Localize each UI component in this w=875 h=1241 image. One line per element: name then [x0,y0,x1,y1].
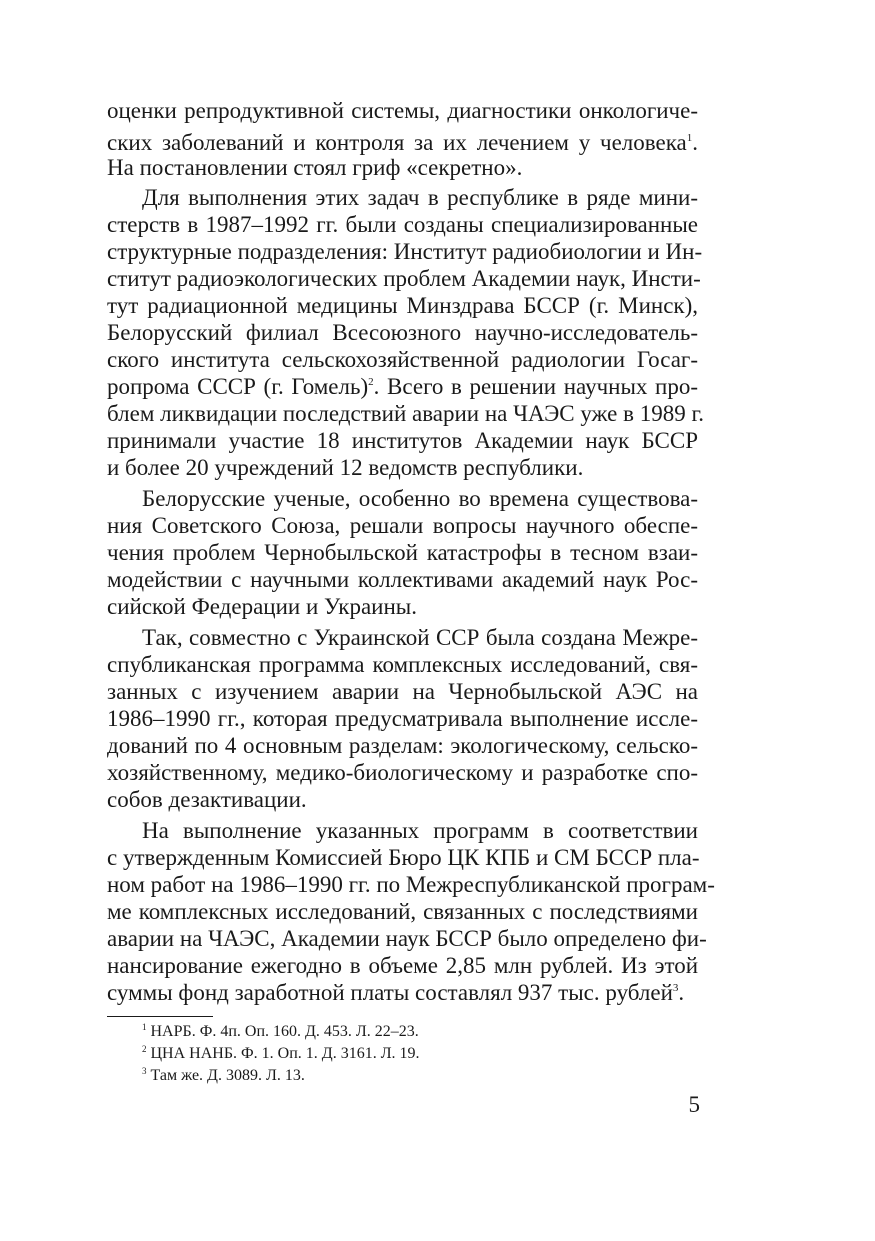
text-line: ния Советского Союза, решали вопросы научного обеспе- [107,513,698,538]
footnote-ref: 2 [368,376,374,388]
text-line-part: ских заболеваний и контроля за их лечением у человека [107,130,687,155]
text-line-part: . [678,980,685,1005]
text-line: ского института сельскохозяйственной радиологии Госаг- [107,347,698,372]
text-line: На выполнение указанных программ в соответствии [142,818,698,843]
text-line: Так, совместно с Украинской ССР была создана Межре- [142,625,698,650]
text-line [107,130,698,156]
footnote-text: Там же. Д. 3089. Л. 13. [150,1067,305,1084]
footnote-number: 1 [142,1022,147,1032]
text-line: аварии на ЧАЭС, Академии наук БССР было определено фи- [107,926,707,951]
footnote [142,1066,305,1086]
text-line-part: суммы фонд заработной платы составлял 937 тыс. рублей [107,980,673,1005]
text-line: нансирование ежегодно в объеме 2,85 млн рублей. Из этой [107,953,698,978]
text-line: дований по 4 основным разделам: экологическому, сельско- [107,733,698,758]
footnote-text: НАРБ. Ф. 4п. Оп. 160. Д. 453. Л. 22–23. [150,1023,419,1040]
text-line: ме комплексных исследований, связанных с последствиями [107,899,698,924]
text-line: оценки репродуктивной системы, диагностики онкологиче- [107,98,698,123]
text-line: Для выполнения этих задач в республике в ряде мини- [142,185,698,210]
text-line: хозяйственному, медико-биологическому и разработке спо- [107,760,698,785]
text-line: собов дезактивации. [107,787,307,812]
text-line: сийской Федерации и Украины. [107,594,417,619]
text-line: модействии с научными коллективами академий наук Рос- [107,567,698,592]
text-line: блем ликвидации последствий аварии на ЧАЭС уже в 1989 г. [107,401,705,426]
text-line: и более 20 учреждений 12 ведомств республики. [107,455,584,480]
footnote-number: 2 [142,1044,147,1054]
text-line: Белорусский филиал Всесоюзного научно-исследователь- [107,320,698,345]
footnote-text: ЦНА НАНБ. Ф. 1. Оп. 1. Д. 3161. Л. 19. [150,1045,420,1062]
footnote-divider [107,1016,213,1017]
text-line [107,374,698,400]
text-line-part: . Всего в решении научных про- [373,374,698,399]
text-line: чения проблем Чернобыльской катастрофы в тесном взаи- [107,540,698,565]
page-number: 5 [688,1092,700,1117]
footnote [142,1044,420,1064]
footnote-number: 3 [142,1066,147,1076]
footnote-ref: 1 [686,132,693,144]
text-line: ном работ на 1986–1990 гг. по Межреспубликанской програм- [107,872,715,897]
footnote [142,1022,419,1042]
text-line: занных с изучением аварии на Чернобыльской АЭС на [107,679,698,704]
text-line: принимали участие 18 институтов Академии наук БССР [107,428,698,453]
text-line [107,980,698,1006]
text-line: тут радиационной медицины Минздрава БССР (г. Минск), [107,293,698,318]
text-line: спубликанская программа комплексных исследований, свя- [107,652,698,677]
text-line: структурные подразделения: Институт радиобиологии и Ин- [107,239,703,264]
text-line: 1986–1990 гг., которая предусматривала выполнение иссле- [107,706,698,731]
text-line: стерств в 1987–1992 гг. были созданы специализированные [107,212,698,237]
text-line-part: ропрома СССР (г. Гомель) [107,374,369,399]
text-line: с утвержденным Комиссией Бюро ЦК КПБ и СМ БССР пла- [107,845,700,870]
text-line-part: . [692,130,698,155]
text-line: ститут радиоэкологических проблем Академии наук, Инсти- [107,266,701,291]
text-line: На постановлении стоял гриф «секретно». [107,155,523,180]
text-line: Белорусские ученые, особенно во времена существова- [142,486,698,511]
footnote-ref: 3 [672,982,679,994]
